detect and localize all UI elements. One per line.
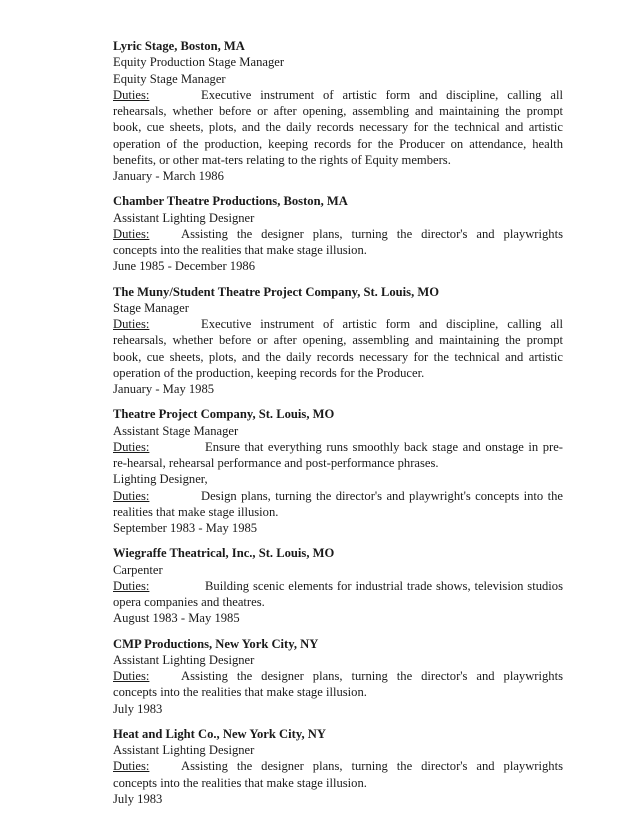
duties-text: Assisting the designer plans, turning the director's and playwrights concepts into the realities that make stage illusion.	[113, 226, 563, 257]
employment-dates: August 1983 - May 1985	[113, 611, 240, 626]
duties-paragraph	[113, 87, 563, 168]
employment-dates: January - March 1986	[113, 169, 224, 183]
duties-label: Duties:	[113, 226, 150, 241]
employment-dates: January - May 1985	[113, 382, 215, 396]
duties-label: Duties:	[113, 669, 150, 683]
duties-paragraph	[113, 226, 563, 259]
employer-heading: Theatre Project Company, St. Louis, MO	[113, 407, 335, 422]
job-entry	[113, 406, 563, 536]
duties-label: Duties:	[113, 488, 150, 503]
role-title: Equity Stage Manager	[113, 71, 226, 86]
employer-heading: The Muny/Student Theatre Project Company, St. Louis, MO	[113, 284, 440, 299]
job-entry	[113, 545, 563, 626]
duties-label: Duties:	[113, 439, 150, 454]
job-entry	[113, 284, 563, 398]
duties-label: Duties:	[113, 87, 150, 102]
duties-text: Ensure that everything runs smoothly back stage and onstage in pre-re-hearsal, rehearsal performance and post-performance phrases.	[113, 439, 563, 470]
role-title: Stage Manager	[113, 300, 189, 315]
role-title: Equity Production Stage Manager	[113, 55, 285, 70]
duties-text: Executive instrument of artistic form and discipline, calling all rehearsals, whether before or after opening, assembling and maintaining the prompt book, cue sheets, plots, and the daily records necessary for the technical and artistic operation of the production, keeping records for the Producer on attendance, health benefits, or other mat-ters relating to the rights of Equity members.	[113, 87, 563, 167]
duties-label: Duties:	[113, 759, 150, 774]
role-title: Lighting Designer,	[113, 472, 208, 487]
employer-heading: Chamber Theatre Productions, Boston, MA	[113, 194, 348, 209]
employment-dates: September 1983 - May 1985	[113, 521, 258, 535]
employment-dates: June 1985 - December 1986	[113, 259, 255, 274]
role-title: Carpenter	[113, 562, 163, 577]
employer-heading: Wiegraffe Theatrical, Inc., St. Louis, MO	[113, 546, 335, 561]
role-title: Assistant Stage Manager	[113, 423, 239, 438]
role-title: Assistant Lighting Designer	[113, 210, 255, 225]
employer-heading: CMP Productions, New York City, NY	[113, 636, 319, 651]
employer-heading: Heat and Light Co., New York City, NY	[113, 726, 326, 741]
duties-text: Building scenic elements for industrial trade shows, television studios opera companies and theatres.	[113, 578, 563, 609]
role-title: Assistant Lighting Designer	[113, 652, 255, 667]
duties-paragraph	[113, 668, 563, 701]
employer-heading: Lyric Stage, Boston, MA	[113, 39, 245, 53]
duties-paragraph	[113, 488, 563, 521]
duties-paragraph	[113, 578, 563, 611]
employment-dates: July 1983	[113, 701, 163, 716]
job-entry	[113, 726, 563, 807]
duties-text: Design plans, turning the director's and playwright's concepts into the realities that make stage illusion.	[113, 488, 563, 519]
duties-paragraph	[113, 439, 563, 472]
duties-text: Assisting the designer plans, turning the director's and playwrights concepts into the realities that make stage illusion.	[113, 759, 563, 790]
duties-text: Executive instrument of artistic form and discipline, calling all rehearsals, whether before or after opening, assembling and maintaining the prompt book, cue sheets, plots, and the daily records necessary for the technical and artistic operation of the production, keeping records for the Producer.	[113, 317, 563, 380]
job-entry	[113, 38, 563, 184]
role-title: Assistant Lighting Designer	[113, 743, 255, 757]
duties-paragraph	[113, 316, 563, 381]
job-entry	[113, 636, 563, 717]
job-entry	[113, 193, 563, 274]
duties-label: Duties:	[113, 317, 150, 331]
employment-dates: July 1983	[113, 791, 163, 806]
duties-text: Assisting the designer plans, turning the director's and playwrights concepts into the realities that make stage illusion.	[113, 669, 563, 700]
resume-page	[113, 38, 563, 816]
duties-label: Duties:	[113, 578, 150, 593]
duties-paragraph	[113, 758, 563, 791]
